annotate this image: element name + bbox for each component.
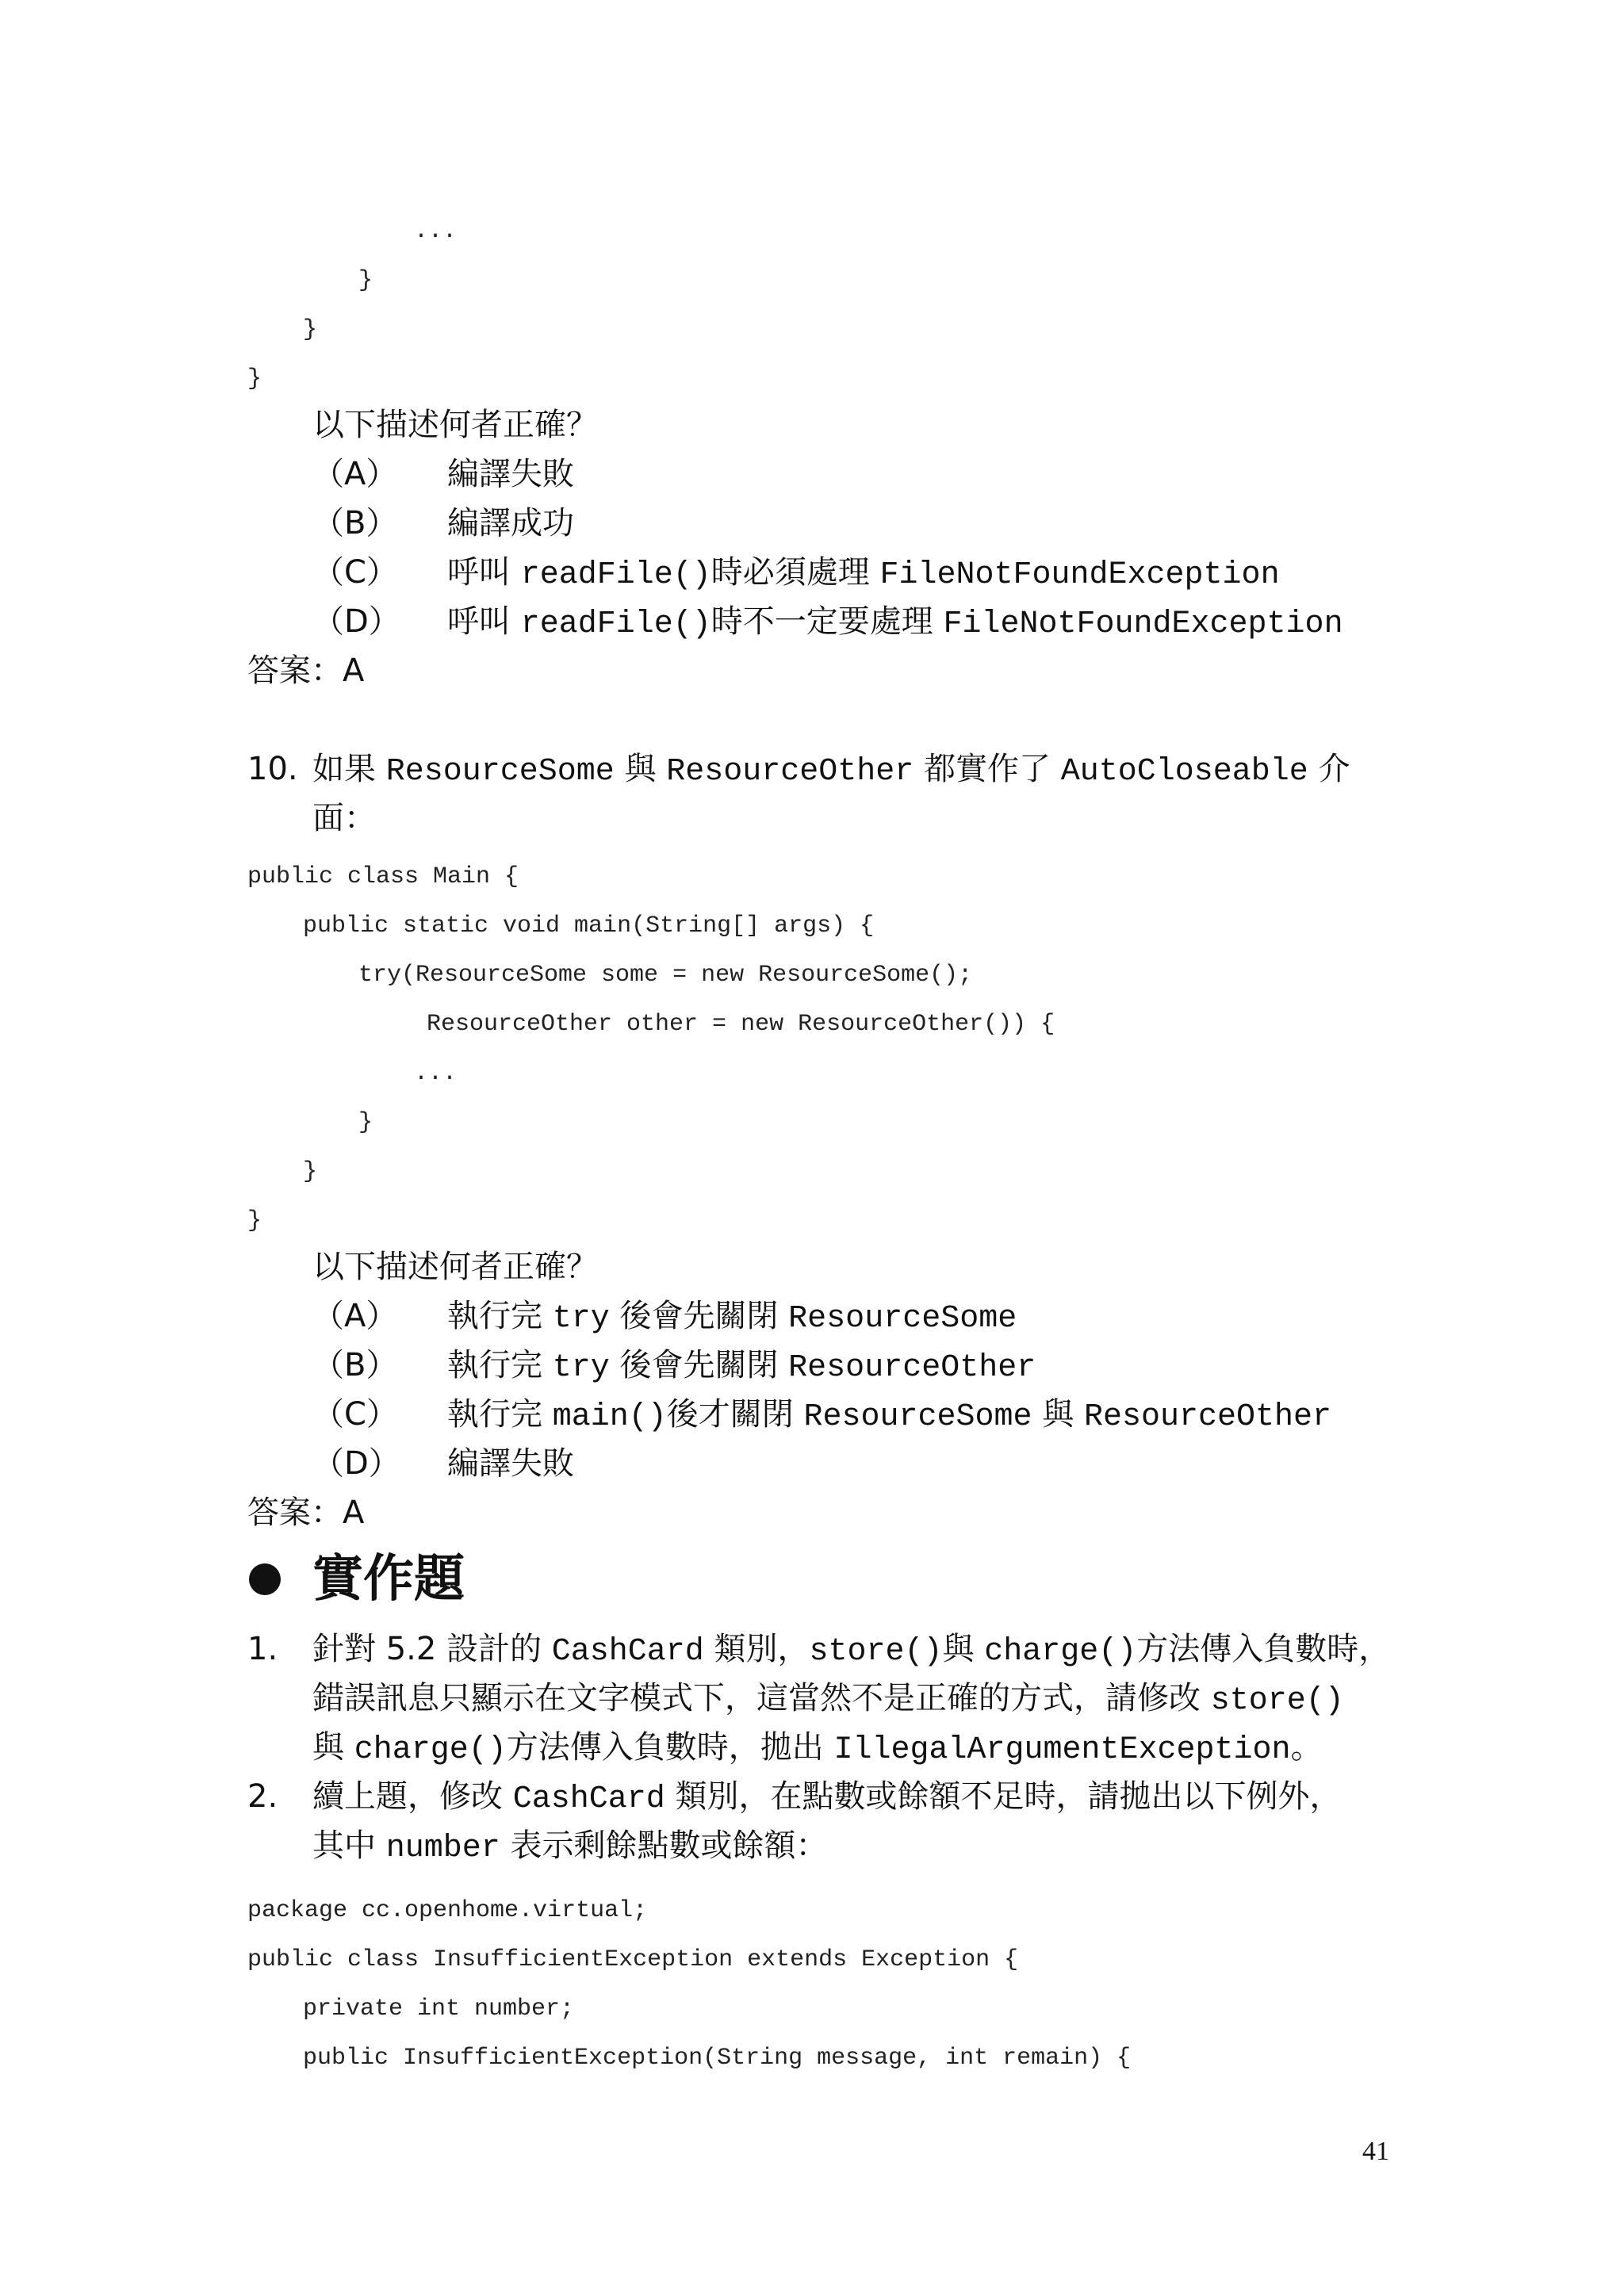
option-label: （B） bbox=[312, 1347, 398, 1383]
code-term: main() bbox=[552, 1399, 667, 1435]
code-line: } bbox=[247, 1207, 262, 1234]
option-a bbox=[312, 452, 574, 496]
text-run: 與 bbox=[1032, 1396, 1084, 1433]
page-number: 41 bbox=[1362, 2137, 1389, 2166]
text-run: 編譯失敗 bbox=[447, 456, 574, 492]
code-term: FileNotFoundException bbox=[943, 607, 1343, 642]
text-run: 編譯成功 bbox=[447, 505, 574, 541]
text-run: 執行完 bbox=[447, 1347, 553, 1383]
option-label: （A） bbox=[312, 1298, 398, 1334]
question-number: 10. bbox=[247, 751, 298, 787]
code-term: ResourceOther bbox=[1083, 1399, 1332, 1435]
text-run: 。 bbox=[1290, 1729, 1323, 1766]
exercise-number: 1. bbox=[247, 1631, 278, 1667]
code-term: charge() bbox=[354, 1732, 507, 1768]
question-text-line: 面： bbox=[312, 800, 376, 836]
code-term: readFile() bbox=[520, 607, 711, 642]
option-label: （D） bbox=[312, 1445, 400, 1482]
code-term: readFile() bbox=[520, 557, 711, 593]
text-run: 類別， bbox=[703, 1631, 810, 1667]
option-b bbox=[312, 1343, 1036, 1391]
code-line: package cc.openhome.virtual; bbox=[247, 1897, 648, 1924]
code-term: FileNotFoundException bbox=[879, 557, 1280, 593]
code-line: private int number; bbox=[303, 1996, 575, 2022]
exercise-text-line bbox=[312, 1774, 1341, 1822]
code-line: } bbox=[303, 316, 318, 343]
option-b bbox=[312, 501, 574, 545]
code-term: ResourceSome bbox=[803, 1399, 1032, 1435]
code-term: store() bbox=[809, 1634, 943, 1670]
exercise-text-line bbox=[312, 1725, 1323, 1773]
text-run: 針對 5.2 設計的 bbox=[312, 1631, 552, 1667]
code-line: ... bbox=[414, 218, 458, 245]
exercise-text-line bbox=[312, 1823, 827, 1871]
text-run: 後才關閉 bbox=[666, 1396, 804, 1433]
code-line: } bbox=[358, 1109, 373, 1136]
text-run: 呼叫 bbox=[447, 554, 521, 591]
answer: 答案：A bbox=[247, 1494, 365, 1531]
code-term: ResourceOther bbox=[788, 1350, 1036, 1386]
option-d bbox=[312, 1441, 574, 1486]
code-term: try bbox=[552, 1350, 610, 1386]
code-term: ResourceSome bbox=[788, 1301, 1017, 1337]
text-run: 後會先關閉 bbox=[609, 1298, 789, 1334]
text-run: 表示剩餘點數或餘額： bbox=[500, 1827, 828, 1864]
text-run: 與 bbox=[312, 1729, 354, 1766]
question-prompt: 以下描述何者正確？ bbox=[312, 1249, 598, 1285]
exercise-text-line bbox=[312, 1627, 1390, 1674]
code-term: charge() bbox=[984, 1634, 1137, 1670]
code-line: } bbox=[303, 1158, 318, 1185]
text-run: 都實作了 bbox=[914, 751, 1061, 787]
text-run: 錯誤訊息只顯示在文字模式下，這當然不是正確的方式，請修改 bbox=[312, 1680, 1211, 1716]
code-term: CashCard bbox=[551, 1634, 704, 1670]
answer: 答案：A bbox=[247, 652, 365, 689]
option-label: （B） bbox=[312, 505, 398, 541]
code-term: number bbox=[385, 1831, 500, 1866]
code-line: try(ResourceSome some = new ResourceSome(); bbox=[358, 962, 973, 989]
code-line: ResourceOther other = new ResourceOther()) { bbox=[427, 1011, 1055, 1038]
exercise-number: 2. bbox=[247, 1778, 278, 1815]
text-run: 編譯失敗 bbox=[447, 1445, 574, 1482]
text-run: 時不一定要處理 bbox=[710, 603, 944, 640]
text-run: 方法傳入負數時，拋出 bbox=[506, 1729, 834, 1766]
code-term: AutoCloseable bbox=[1060, 754, 1308, 790]
option-c bbox=[312, 550, 1280, 598]
text-run: 其中 bbox=[312, 1827, 386, 1864]
text-run: 續上題，修改 bbox=[312, 1778, 513, 1815]
text-run: 後會先關閉 bbox=[609, 1347, 789, 1383]
text-run: 如果 bbox=[312, 751, 386, 787]
code-term: IllegalArgumentException bbox=[833, 1732, 1291, 1768]
option-label: （C） bbox=[312, 1396, 398, 1433]
code-line: public class InsufficientException extends Exception { bbox=[247, 1946, 1019, 1973]
code-line: } bbox=[358, 267, 373, 294]
code-term: store() bbox=[1210, 1683, 1344, 1719]
code-line: public class Main { bbox=[247, 863, 519, 890]
code-line: public static void main(String[] args) { bbox=[303, 913, 875, 939]
code-line: public InsufficientException(String message, int remain) { bbox=[303, 2045, 1132, 2072]
question-text-line bbox=[312, 747, 1350, 794]
text-run: 呼叫 bbox=[447, 603, 521, 640]
code-term: try bbox=[552, 1301, 610, 1337]
question-prompt: 以下描述何者正確？ bbox=[312, 407, 598, 443]
section-heading: 實作題 bbox=[312, 1550, 465, 1609]
text-run: 與 bbox=[942, 1631, 985, 1667]
option-label: （A） bbox=[312, 456, 398, 492]
code-line: } bbox=[247, 365, 262, 392]
text-run: 與 bbox=[614, 751, 667, 787]
text-run: 方法傳入負數時， bbox=[1136, 1631, 1391, 1667]
text-run: 執行完 bbox=[447, 1298, 553, 1334]
text-run: 時必須處理 bbox=[710, 554, 880, 591]
code-term: ResourceSome bbox=[385, 754, 615, 790]
text-run: 介 bbox=[1308, 751, 1350, 787]
option-c bbox=[312, 1392, 1331, 1440]
code-term: CashCard bbox=[512, 1781, 665, 1817]
exercise-text-line bbox=[312, 1676, 1344, 1724]
option-d bbox=[312, 599, 1343, 647]
code-term: ResourceOther bbox=[666, 754, 914, 790]
text-run: 執行完 bbox=[447, 1396, 553, 1433]
option-label: （D） bbox=[312, 603, 400, 640]
bullet-icon bbox=[249, 1563, 281, 1595]
text-run: 類別，在點數或餘額不足時，請拋出以下例外， bbox=[665, 1778, 1342, 1815]
code-line: ... bbox=[414, 1060, 458, 1087]
option-label: （C） bbox=[312, 554, 398, 591]
option-a bbox=[312, 1294, 1017, 1341]
